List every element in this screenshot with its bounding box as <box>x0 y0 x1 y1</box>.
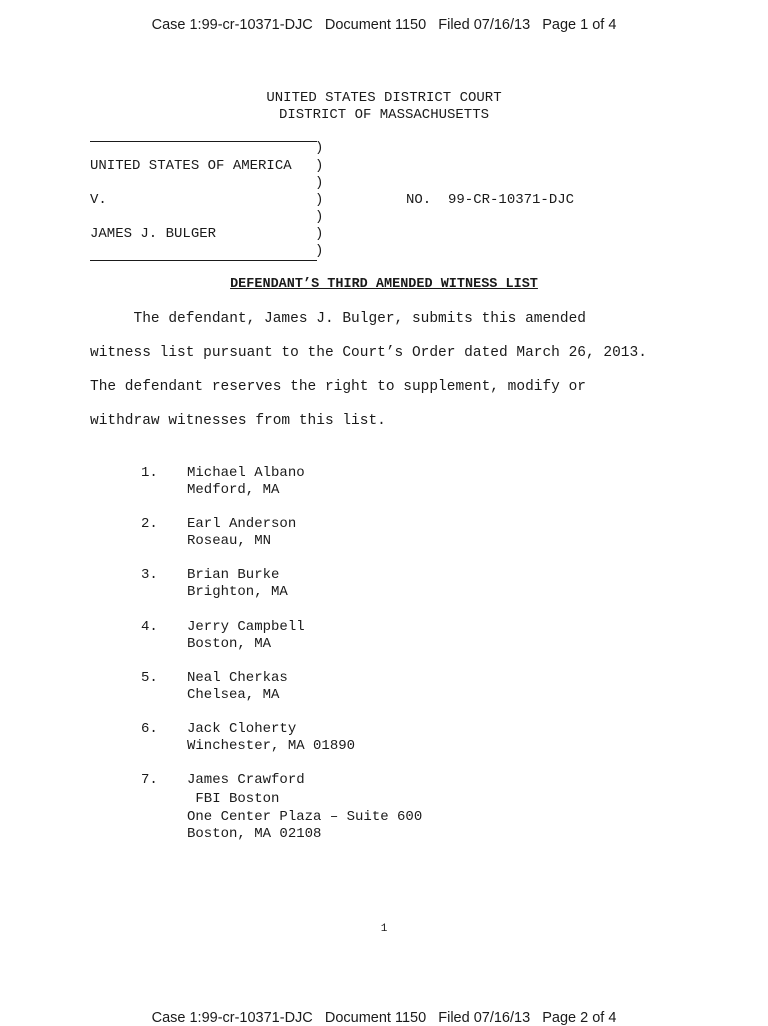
caption-bottom-rule <box>90 260 317 261</box>
witness-address: Roseau, MN <box>187 533 272 549</box>
witness-address: Brighton, MA <box>187 584 288 600</box>
witness-number: 1. <box>141 465 158 481</box>
witness-address: Boston, MA <box>187 636 272 652</box>
page-number: 1 <box>380 923 388 935</box>
witness-number: 5. <box>141 670 158 686</box>
witness-name: Brian Burke <box>187 567 280 583</box>
caption-versus: V. <box>90 192 107 208</box>
witness-number: 3. <box>141 567 158 583</box>
court-district: DISTRICT OF MASSACHUSETTS <box>278 107 490 123</box>
next-page-header: Case 1:99-cr-10371-DJC Document 1150 Filed 07/16/13 Page 2 of 4 <box>151 1010 617 1026</box>
witness-address: Winchester, MA 01890 <box>187 738 356 754</box>
caption-paren-1: ) <box>315 140 324 156</box>
caption-paren-7: ) <box>315 243 324 259</box>
witness-name: Neal Cherkas <box>187 670 288 686</box>
caption-top-rule <box>90 141 317 142</box>
witness-number: 6. <box>141 721 158 737</box>
witness-number: 2. <box>141 516 158 532</box>
caption-paren-5: ) <box>315 209 324 225</box>
caption-defendant: JAMES J. BULGER <box>90 226 217 242</box>
witness-number: 4. <box>141 619 158 635</box>
witness-address: Boston, MA 02108 <box>187 826 322 842</box>
caption-plaintiff: UNITED STATES OF AMERICA <box>90 158 292 174</box>
witness-name: Jerry Campbell <box>187 619 305 635</box>
witness-address: One Center Plaza – Suite 600 <box>187 809 423 825</box>
caption-paren-2: ) <box>315 158 324 174</box>
witness-name: James Crawford <box>187 772 305 788</box>
caption-paren-6: ) <box>315 226 324 242</box>
caption-paren-3: ) <box>315 175 324 191</box>
document-title: DEFENDANT’S THIRD AMENDED WITNESS LIST <box>230 277 538 292</box>
body-line-4: withdraw witnesses from this list. <box>90 413 386 429</box>
witness-address: FBI Boston <box>187 791 280 807</box>
body-line-2: witness list pursuant to the Court’s Order dated March 26, 2013. <box>90 345 647 361</box>
witness-number: 7. <box>141 772 158 788</box>
witness-name: Earl Anderson <box>187 516 297 532</box>
page-header: Case 1:99-cr-10371-DJC Document 1150 Filed 07/16/13 Page 1 of 4 <box>151 17 617 33</box>
witness-name: Jack Cloherty <box>187 721 297 737</box>
case-number: NO. 99-CR-10371-DJC <box>406 192 575 208</box>
witness-address: Medford, MA <box>187 482 280 498</box>
witness-address: Chelsea, MA <box>187 687 280 703</box>
body-line-3: The defendant reserves the right to supplement, modify or <box>90 379 586 395</box>
court-name: UNITED STATES DISTRICT COURT <box>266 90 502 106</box>
caption-paren-4: ) <box>315 192 324 208</box>
body-line-1: The defendant, James J. Bulger, submits this amended <box>90 311 586 327</box>
witness-name: Michael Albano <box>187 465 305 481</box>
